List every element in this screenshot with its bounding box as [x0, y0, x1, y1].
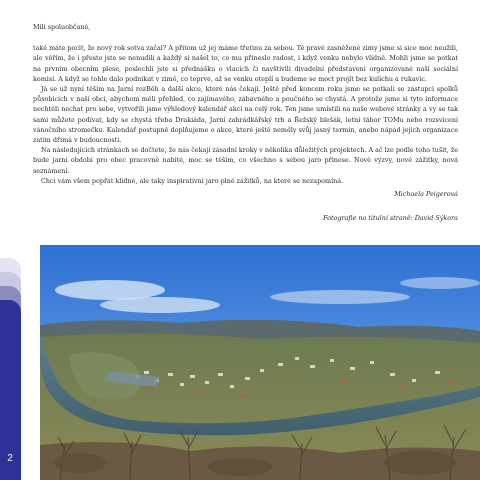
paragraph: Na následujících stránkách se dočtete, že nás čekají zásadní kroky v několika důležitých projektech. A ač lze podle toho tušit, že bude jarní období pro obec pracovně nabité, moc se těším, co všechno s sebou jaro přinese. Nové výzvy, nové zážitky, nová seznámení. [33, 146, 458, 175]
greeting: Milí spoluobčané, [33, 23, 91, 31]
paragraph: také máte pocit, že nový rok sotva začal? A přitom už jej máme třetinu za sebou. Tě pravé zasněžené zimy jsme si sice moc neužili, ale věřím, že i přesto jste se nenudili a každý si našel to, co mu přineslo radost, i když venku nebylo vlídně. Mohli jsme se potkat na prvním obecním plese, poslechli jste si přednášku o vlacích či navštívili divadelní představení organizované naší sociální komisí. A když se tohle dalo podnikat v zimě, co teprve, až se venku oteplí a budeme se moct projít bez kulichu a rukavic. [33, 44, 458, 83]
landscape-photo [40, 245, 480, 480]
article-text [33, 22, 458, 223]
photo-credit: Fotografie na titulní straně: David Sýkora [323, 214, 458, 223]
river-landscape-image [40, 245, 480, 480]
signature: Michaela Peigerová [394, 190, 458, 199]
paragraph: Chci vám všem popřát klidné, ale taky inspirativní jaro plné zážitků, na které se nezapomíná. [41, 176, 344, 185]
page-number: 2 [7, 453, 13, 464]
paragraph: Já se už nyní těším na Jarní rozBěh a další akce, které nás čekají. Ještě před koncem roku jsme se potkali se zástupci spolků působících v naší obci, abychom měli přehled, co zajímavého, zábavného a poučného se chystá. A protože jsme si tyto informace nechtěli nechat pro sebe, vytvořili jsme výhledový kalendář akcí na celý rok. Ten jsme umístili na naše webové stránky a vy se tak sami můžete podívat, kdy se chystá třeba Drakiáda, Jarní zahrádkářský trh a Řežský blešák, letní tábor TOMu nebo rozsvícení vánočního stromečku. Kalendář postupně doplňujeme o akce, které ještě neměly svůj jasný termín, anebo nápad jejich organizace zatím dřímá v budoucnosti. [33, 85, 458, 145]
side-tabs-decoration [0, 258, 21, 480]
